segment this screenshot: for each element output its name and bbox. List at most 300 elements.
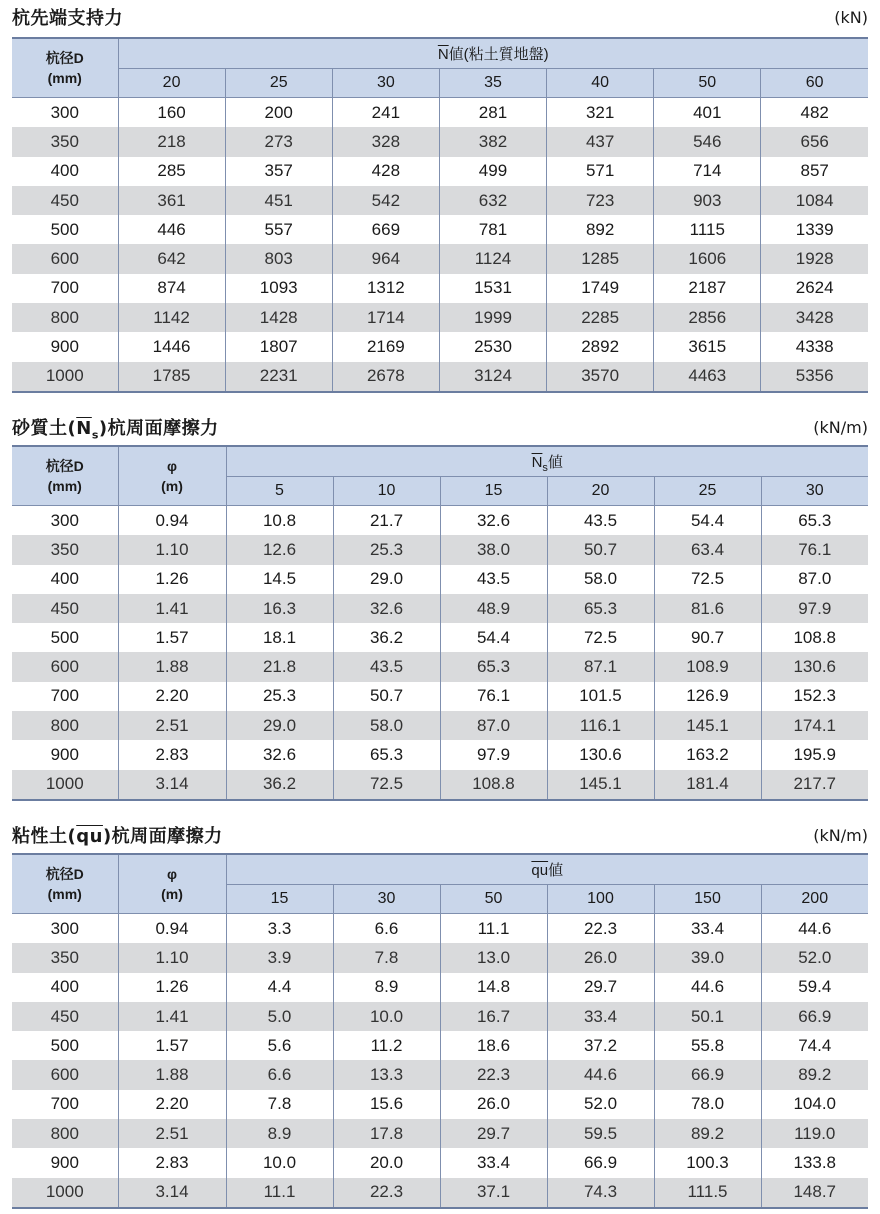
data-cell: 2169 — [332, 332, 439, 361]
data-cell: 50.7 — [547, 535, 654, 564]
data-cell: 2.20 — [118, 682, 226, 711]
data-cell: 2892 — [547, 332, 654, 361]
data-cell: 542 — [332, 186, 439, 215]
row-header-cell: 500 — [50, 627, 79, 647]
data-cell: 2678 — [332, 362, 439, 392]
data-cell: 1.26 — [118, 565, 226, 594]
data-cell: 8.9 — [333, 973, 440, 1002]
data-cell: 2530 — [439, 332, 546, 361]
row-header-cell: 600 — [12, 244, 118, 273]
row-header-cell: 300 — [50, 510, 79, 530]
data-cell: 160 — [118, 98, 225, 128]
data-cell: 6.6 — [333, 914, 440, 944]
data-cell: 32.6 — [226, 740, 333, 769]
data-cell: 357 — [225, 157, 332, 186]
data-cell: 29.0 — [333, 565, 440, 594]
data-cell: 50.1 — [654, 1002, 761, 1031]
data-cell: 1.88 — [118, 652, 226, 681]
data-table — [12, 37, 868, 393]
col-head-diameter: 杭径D (mm) — [12, 854, 118, 914]
column-header: 100 — [547, 885, 654, 914]
data-cell: 1093 — [225, 274, 332, 303]
data-cell: 10.8 — [226, 506, 333, 536]
data-cell: 126.9 — [654, 682, 761, 711]
unit-label: (kN/m) — [813, 418, 868, 437]
group-header: $\overline{qu}$値 — [226, 854, 868, 885]
column-header: 30 — [333, 885, 440, 914]
row-header-cell: 1000 — [12, 770, 118, 800]
data-cell: 2.83 — [118, 1148, 226, 1177]
data-cell: 33.4 — [654, 914, 761, 944]
row-header-cell: 700 — [50, 1094, 79, 1114]
data-cell: 5.6 — [226, 1031, 333, 1060]
column-header: 20 — [118, 69, 225, 98]
data-cell: 2856 — [654, 303, 761, 332]
data-cell: 273 — [225, 127, 332, 156]
data-cell: 1.41 — [118, 594, 226, 623]
data-cell: 1714 — [332, 303, 439, 332]
data-cell: 65.3 — [761, 506, 868, 536]
table-row — [12, 535, 868, 564]
data-cell: 321 — [547, 98, 654, 128]
column-header: 15 — [440, 477, 547, 506]
data-cell: 97.9 — [761, 594, 868, 623]
data-cell: 13.3 — [333, 1060, 440, 1089]
col-head-perimeter: φ (m) — [118, 446, 226, 506]
data-cell: 100.3 — [654, 1148, 761, 1177]
data-cell: 632 — [439, 186, 546, 215]
data-cell: 97.9 — [440, 740, 547, 769]
data-cell: 16.7 — [440, 1002, 547, 1031]
data-cell: 401 — [654, 98, 761, 128]
data-cell: 66.9 — [547, 1148, 654, 1177]
data-cell: 81.6 — [654, 594, 761, 623]
data-cell: 1.41 — [118, 1002, 226, 1031]
data-cell: 52.0 — [547, 1090, 654, 1119]
data-cell: 218 — [118, 127, 225, 156]
data-cell: 74.3 — [547, 1178, 654, 1208]
data-cell: 90.7 — [654, 623, 761, 652]
row-header-cell: 350 — [12, 535, 118, 564]
row-header-cell: 400 — [50, 977, 79, 997]
data-cell: 1531 — [439, 274, 546, 303]
data-cell: 7.8 — [226, 1090, 333, 1119]
data-cell: 43.5 — [440, 565, 547, 594]
row-header-cell: 900 — [50, 1153, 79, 1173]
data-cell: 37.1 — [440, 1178, 547, 1208]
data-cell: 4338 — [761, 332, 868, 361]
data-cell: 26.0 — [440, 1090, 547, 1119]
data-cell: 108.8 — [440, 770, 547, 800]
table-row — [12, 973, 868, 1002]
data-cell: 119.0 — [761, 1119, 868, 1148]
data-cell: 328 — [332, 127, 439, 156]
table-title: 砂質土$(\overline{N}_s)$杭周面摩擦力 — [12, 418, 219, 442]
data-cell: 1446 — [118, 332, 225, 361]
data-cell: 152.3 — [761, 682, 868, 711]
row-header-cell: 350 — [12, 943, 118, 972]
data-cell: 108.8 — [761, 623, 868, 652]
table-body — [12, 914, 868, 1208]
data-cell: 446 — [118, 215, 225, 244]
data-cell: 3615 — [654, 332, 761, 361]
data-cell: 6.6 — [226, 1060, 333, 1089]
unit-label: (kN/m) — [813, 826, 868, 845]
row-header-cell: 350 — [12, 127, 118, 156]
data-cell: 874 — [118, 274, 225, 303]
column-header: 200 — [761, 885, 868, 914]
column-header: 15 — [226, 885, 333, 914]
data-cell: 557 — [225, 215, 332, 244]
column-header: 60 — [761, 69, 868, 98]
data-cell: 2285 — [547, 303, 654, 332]
data-cell: 1606 — [654, 244, 761, 273]
table-row — [12, 740, 868, 769]
data-cell: 195.9 — [761, 740, 868, 769]
data-cell: 22.3 — [333, 1178, 440, 1208]
data-cell: 437 — [547, 127, 654, 156]
section-tip-bearing — [0, 0, 880, 386]
data-cell: 65.3 — [333, 740, 440, 769]
table-row — [12, 215, 868, 244]
data-cell: 3124 — [439, 362, 546, 392]
data-cell: 1428 — [225, 303, 332, 332]
row-header-cell: 600 — [12, 652, 118, 681]
data-cell: 2231 — [225, 362, 332, 392]
data-cell: 1.10 — [118, 535, 226, 564]
data-cell: 361 — [118, 186, 225, 215]
data-cell: 33.4 — [547, 1002, 654, 1031]
table-row — [12, 623, 868, 652]
data-cell: 3428 — [761, 303, 868, 332]
data-cell: 48.9 — [440, 594, 547, 623]
data-cell: 1124 — [439, 244, 546, 273]
data-cell: 3.9 — [226, 943, 333, 972]
column-header: 35 — [439, 69, 546, 98]
data-cell: 1.10 — [118, 943, 226, 972]
data-cell: 58.0 — [333, 711, 440, 740]
row-header-cell: 800 — [12, 711, 118, 740]
data-cell: 714 — [654, 157, 761, 186]
data-cell: 89.2 — [761, 1060, 868, 1089]
column-header: 150 — [654, 885, 761, 914]
data-cell: 44.6 — [654, 973, 761, 1002]
data-cell: 0.94 — [118, 914, 226, 944]
data-cell: 217.7 — [761, 770, 868, 800]
data-cell: 43.5 — [547, 506, 654, 536]
data-cell: 857 — [761, 157, 868, 186]
table-row — [12, 770, 868, 800]
data-cell: 964 — [332, 244, 439, 273]
data-cell: 65.3 — [547, 594, 654, 623]
group-header: $\overline{N}$値(粘土質地盤) — [118, 38, 868, 69]
data-cell: 1928 — [761, 244, 868, 273]
data-cell: 382 — [439, 127, 546, 156]
data-cell: 52.0 — [761, 943, 868, 972]
data-cell: 55.8 — [654, 1031, 761, 1060]
data-cell: 7.8 — [333, 943, 440, 972]
data-cell: 2.83 — [118, 740, 226, 769]
column-header: 50 — [440, 885, 547, 914]
data-cell: 130.6 — [547, 740, 654, 769]
data-cell: 10.0 — [333, 1002, 440, 1031]
data-cell: 39.0 — [654, 943, 761, 972]
data-cell: 17.8 — [333, 1119, 440, 1148]
data-cell: 36.2 — [226, 770, 333, 800]
section-sandy-friction — [0, 410, 880, 794]
data-cell: 571 — [547, 157, 654, 186]
data-cell: 66.9 — [654, 1060, 761, 1089]
table-row — [12, 186, 868, 215]
data-table — [12, 853, 868, 1209]
data-cell: 111.5 — [654, 1178, 761, 1208]
data-cell: 1749 — [547, 274, 654, 303]
table-row — [12, 362, 868, 392]
row-header-cell: 300 — [50, 918, 79, 938]
table-row — [12, 98, 868, 128]
group-header: $\overline{N}_s$値 — [226, 446, 868, 477]
table-row — [12, 565, 868, 594]
data-cell: 87.0 — [440, 711, 547, 740]
table-row — [12, 914, 868, 944]
col-head-diameter: 杭径D (mm) — [12, 38, 118, 98]
unit-label: (kN) — [834, 8, 868, 27]
data-table — [12, 445, 868, 801]
data-cell: 4463 — [654, 362, 761, 392]
data-cell: 15.6 — [333, 1090, 440, 1119]
data-cell: 1285 — [547, 244, 654, 273]
data-cell: 14.5 — [226, 565, 333, 594]
data-cell: 1339 — [761, 215, 868, 244]
data-cell: 63.4 — [654, 535, 761, 564]
data-cell: 903 — [654, 186, 761, 215]
data-cell: 546 — [654, 127, 761, 156]
data-cell: 1312 — [332, 274, 439, 303]
table-body — [12, 98, 868, 392]
data-cell: 50.7 — [333, 682, 440, 711]
data-cell: 669 — [332, 215, 439, 244]
data-cell: 104.0 — [761, 1090, 868, 1119]
row-header-cell: 700 — [50, 686, 79, 706]
data-cell: 72.5 — [654, 565, 761, 594]
data-cell: 145.1 — [654, 711, 761, 740]
data-cell: 116.1 — [547, 711, 654, 740]
data-cell: 482 — [761, 98, 868, 128]
section-clay-friction — [0, 818, 880, 1202]
data-cell: 66.9 — [761, 1002, 868, 1031]
data-cell: 163.2 — [654, 740, 761, 769]
table-row — [12, 506, 868, 536]
row-header-cell: 800 — [12, 1119, 118, 1148]
data-cell: 65.3 — [440, 652, 547, 681]
data-cell: 12.6 — [226, 535, 333, 564]
data-cell: 108.9 — [654, 652, 761, 681]
row-header-cell: 450 — [12, 186, 118, 215]
table-row — [12, 332, 868, 361]
data-cell: 3570 — [547, 362, 654, 392]
data-cell: 145.1 — [547, 770, 654, 800]
data-cell: 18.6 — [440, 1031, 547, 1060]
data-cell: 8.9 — [226, 1119, 333, 1148]
data-cell: 29.7 — [440, 1119, 547, 1148]
col-head-diameter: 杭径D (mm) — [12, 446, 118, 506]
data-cell: 2.51 — [118, 711, 226, 740]
column-header: 40 — [547, 69, 654, 98]
data-cell: 14.8 — [440, 973, 547, 1002]
row-header-cell: 400 — [50, 569, 79, 589]
data-cell: 38.0 — [440, 535, 547, 564]
column-header: 30 — [761, 477, 868, 506]
data-cell: 5.0 — [226, 1002, 333, 1031]
row-header-cell: 450 — [12, 1002, 118, 1031]
data-cell: 642 — [118, 244, 225, 273]
data-cell: 892 — [547, 215, 654, 244]
table-row — [12, 711, 868, 740]
data-cell: 37.2 — [547, 1031, 654, 1060]
data-cell: 32.6 — [333, 594, 440, 623]
data-cell: 43.5 — [333, 652, 440, 681]
table-title: 杭先端支持力 — [12, 8, 123, 29]
data-cell: 76.1 — [440, 682, 547, 711]
data-cell: 1.57 — [118, 1031, 226, 1060]
data-cell: 2624 — [761, 274, 868, 303]
row-header-cell: 1000 — [12, 362, 118, 392]
table-title: 粘性土$(\overline{qu})$杭周面摩擦力 — [12, 826, 223, 847]
data-cell: 1084 — [761, 186, 868, 215]
data-cell: 5356 — [761, 362, 868, 392]
data-cell: 241 — [332, 98, 439, 128]
data-cell: 3.14 — [118, 770, 226, 800]
table-row — [12, 1031, 868, 1060]
data-cell: 101.5 — [547, 682, 654, 711]
data-cell: 89.2 — [654, 1119, 761, 1148]
column-header: 30 — [332, 69, 439, 98]
data-cell: 200 — [225, 98, 332, 128]
col-head-perimeter: φ (m) — [118, 854, 226, 914]
data-cell: 2187 — [654, 274, 761, 303]
data-cell: 1999 — [439, 303, 546, 332]
table-row — [12, 1148, 868, 1177]
data-cell: 59.5 — [547, 1119, 654, 1148]
data-cell: 29.7 — [547, 973, 654, 1002]
data-cell: 1115 — [654, 215, 761, 244]
data-cell: 29.0 — [226, 711, 333, 740]
table-row — [12, 1119, 868, 1148]
data-cell: 33.4 — [440, 1148, 547, 1177]
data-cell: 59.4 — [761, 973, 868, 1002]
data-cell: 174.1 — [761, 711, 868, 740]
column-header: 25 — [225, 69, 332, 98]
data-cell: 21.8 — [226, 652, 333, 681]
row-header-cell: 700 — [50, 278, 79, 298]
column-header: 20 — [547, 477, 654, 506]
data-cell: 1807 — [225, 332, 332, 361]
row-header-cell: 400 — [50, 161, 79, 181]
column-header: 10 — [333, 477, 440, 506]
row-header-cell: 900 — [50, 337, 79, 357]
data-cell: 16.3 — [226, 594, 333, 623]
data-cell: 25.3 — [226, 682, 333, 711]
table-row — [12, 1060, 868, 1089]
column-header: 5 — [226, 477, 333, 506]
row-header-cell: 600 — [12, 1060, 118, 1089]
data-cell: 54.4 — [654, 506, 761, 536]
data-cell: 87.1 — [547, 652, 654, 681]
data-cell: 0.94 — [118, 506, 226, 536]
data-cell: 26.0 — [547, 943, 654, 972]
data-cell: 281 — [439, 98, 546, 128]
table-row — [12, 652, 868, 681]
table-row — [12, 1002, 868, 1031]
data-cell: 11.1 — [440, 914, 547, 944]
data-cell: 25.3 — [333, 535, 440, 564]
table-row — [12, 682, 868, 711]
data-cell: 11.2 — [333, 1031, 440, 1060]
table-row — [12, 1090, 868, 1119]
column-header: 25 — [654, 477, 761, 506]
data-cell: 20.0 — [333, 1148, 440, 1177]
table-row — [12, 303, 868, 332]
data-cell: 130.6 — [761, 652, 868, 681]
table-row — [12, 943, 868, 972]
column-header: 50 — [654, 69, 761, 98]
row-header-cell: 500 — [50, 219, 79, 239]
data-cell: 133.8 — [761, 1148, 868, 1177]
data-cell: 1.26 — [118, 973, 226, 1002]
data-cell: 781 — [439, 215, 546, 244]
table-row — [12, 157, 868, 186]
data-cell: 499 — [439, 157, 546, 186]
data-cell: 3.3 — [226, 914, 333, 944]
data-cell: 148.7 — [761, 1178, 868, 1208]
data-cell: 32.6 — [440, 506, 547, 536]
data-cell: 44.6 — [761, 914, 868, 944]
data-cell: 451 — [225, 186, 332, 215]
data-cell: 18.1 — [226, 623, 333, 652]
data-cell: 2.51 — [118, 1119, 226, 1148]
data-cell: 656 — [761, 127, 868, 156]
data-cell: 72.5 — [547, 623, 654, 652]
table-row — [12, 1178, 868, 1208]
data-cell: 22.3 — [547, 914, 654, 944]
data-cell: 1.88 — [118, 1060, 226, 1089]
row-header-cell: 900 — [50, 745, 79, 765]
data-cell: 181.4 — [654, 770, 761, 800]
row-header-cell: 1000 — [12, 1178, 118, 1208]
data-cell: 76.1 — [761, 535, 868, 564]
data-cell: 3.14 — [118, 1178, 226, 1208]
data-cell: 58.0 — [547, 565, 654, 594]
data-cell: 428 — [332, 157, 439, 186]
table-row — [12, 127, 868, 156]
table-row — [12, 244, 868, 273]
data-cell: 72.5 — [333, 770, 440, 800]
table-row — [12, 274, 868, 303]
data-cell: 2.20 — [118, 1090, 226, 1119]
data-cell: 13.0 — [440, 943, 547, 972]
data-cell: 10.0 — [226, 1148, 333, 1177]
data-cell: 723 — [547, 186, 654, 215]
data-cell: 21.7 — [333, 506, 440, 536]
row-header-cell: 300 — [50, 102, 79, 122]
data-cell: 78.0 — [654, 1090, 761, 1119]
table-row — [12, 594, 868, 623]
table-body — [12, 506, 868, 800]
row-header-cell: 500 — [50, 1035, 79, 1055]
row-header-cell: 450 — [12, 594, 118, 623]
data-cell: 1.57 — [118, 623, 226, 652]
data-cell: 22.3 — [440, 1060, 547, 1089]
